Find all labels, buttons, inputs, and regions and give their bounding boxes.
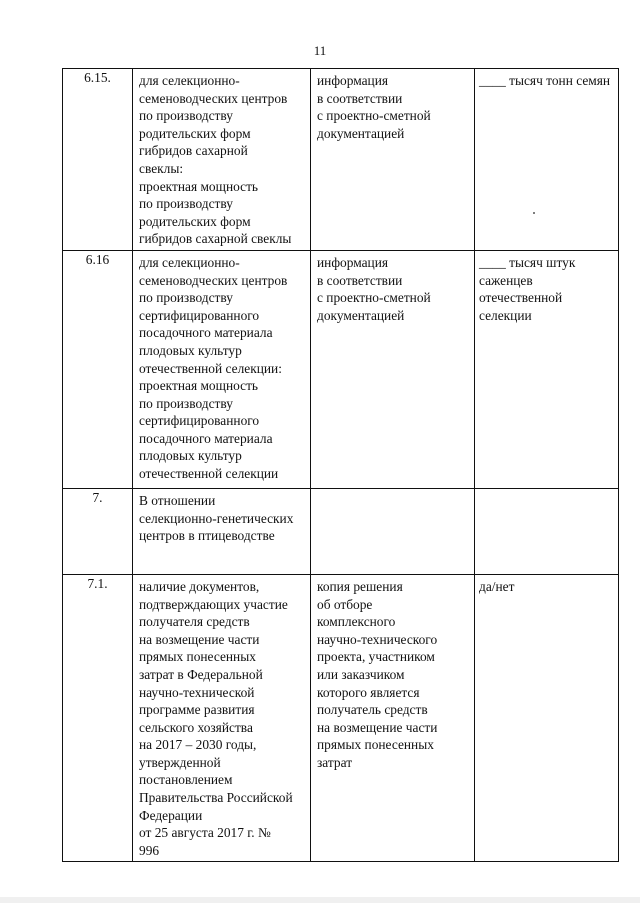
- source-text: информация в соответствии с проектно-сметной документацией: [317, 254, 431, 323]
- indicator-text: для селекционно- семеноводческих центров по производству сертифицированного посадочного материала плодовых культур отечественной селекции: проектная мощность по производству сертифицированного посадочного материала плодовых культур отечественной селекции: [139, 254, 288, 482]
- unit-text: да/нет: [479, 578, 515, 594]
- indicator-text: для селекционно- семеноводческих центров по производству родительских форм гибридов сахарной свеклы: проектная мощность по производству родительских форм гибридов сахарной свеклы: [139, 73, 292, 247]
- indicator-cell: [133, 250, 311, 488]
- table-row: [63, 250, 619, 488]
- row-number: 6.15.: [63, 69, 133, 251]
- row-number: 7.: [63, 488, 133, 574]
- unit-cell: [475, 574, 619, 862]
- source-text: копия решения об отборе комплексного научно-технического проекта, участником или заказчиком которого является получатель средств на возмещение части прямых понесенных затрат: [317, 578, 438, 770]
- indicators-table: [62, 68, 619, 862]
- row-number: 7.1.: [63, 574, 133, 862]
- indicator-cell: [133, 574, 311, 862]
- scan-speck: [533, 212, 535, 214]
- unit-text: [475, 489, 618, 494]
- indicator-text: В отношении селекционно-генетических центров в птицеводстве: [139, 492, 294, 544]
- indicator-text: наличие документов, подтверждающих участие получателя средств на возмещение части прямых понесенных затрат в Федеральной научно-технической программе развития сельского хозяйства на 2017 – 2030 годы, утвержденной постановлением Правительства Российской Федерации от 25 августа 2017 г. № 996: [139, 578, 293, 858]
- indicator-cell: [133, 488, 311, 574]
- source-cell: [311, 69, 475, 251]
- unit-cell: [475, 250, 619, 488]
- page-number: 11: [313, 43, 327, 58]
- table-row: [63, 69, 619, 251]
- source-text: информация в соответствии с проектно-сметной документацией: [317, 73, 431, 141]
- source-cell: [311, 574, 475, 862]
- unit-cell: [475, 488, 619, 574]
- row-number: 6.16: [63, 250, 133, 488]
- source-text: [311, 489, 474, 494]
- source-cell: [311, 488, 475, 574]
- scan-edge: [0, 897, 640, 903]
- indicator-cell: [133, 69, 311, 251]
- table-row: [63, 488, 619, 574]
- unit-text: ____ тысяч тонн семян: [479, 73, 611, 88]
- source-cell: [311, 250, 475, 488]
- unit-cell: [475, 69, 619, 251]
- unit-text: ____ тысяч штук саженцев отечественной селекции: [479, 254, 576, 323]
- table-row: [63, 574, 619, 862]
